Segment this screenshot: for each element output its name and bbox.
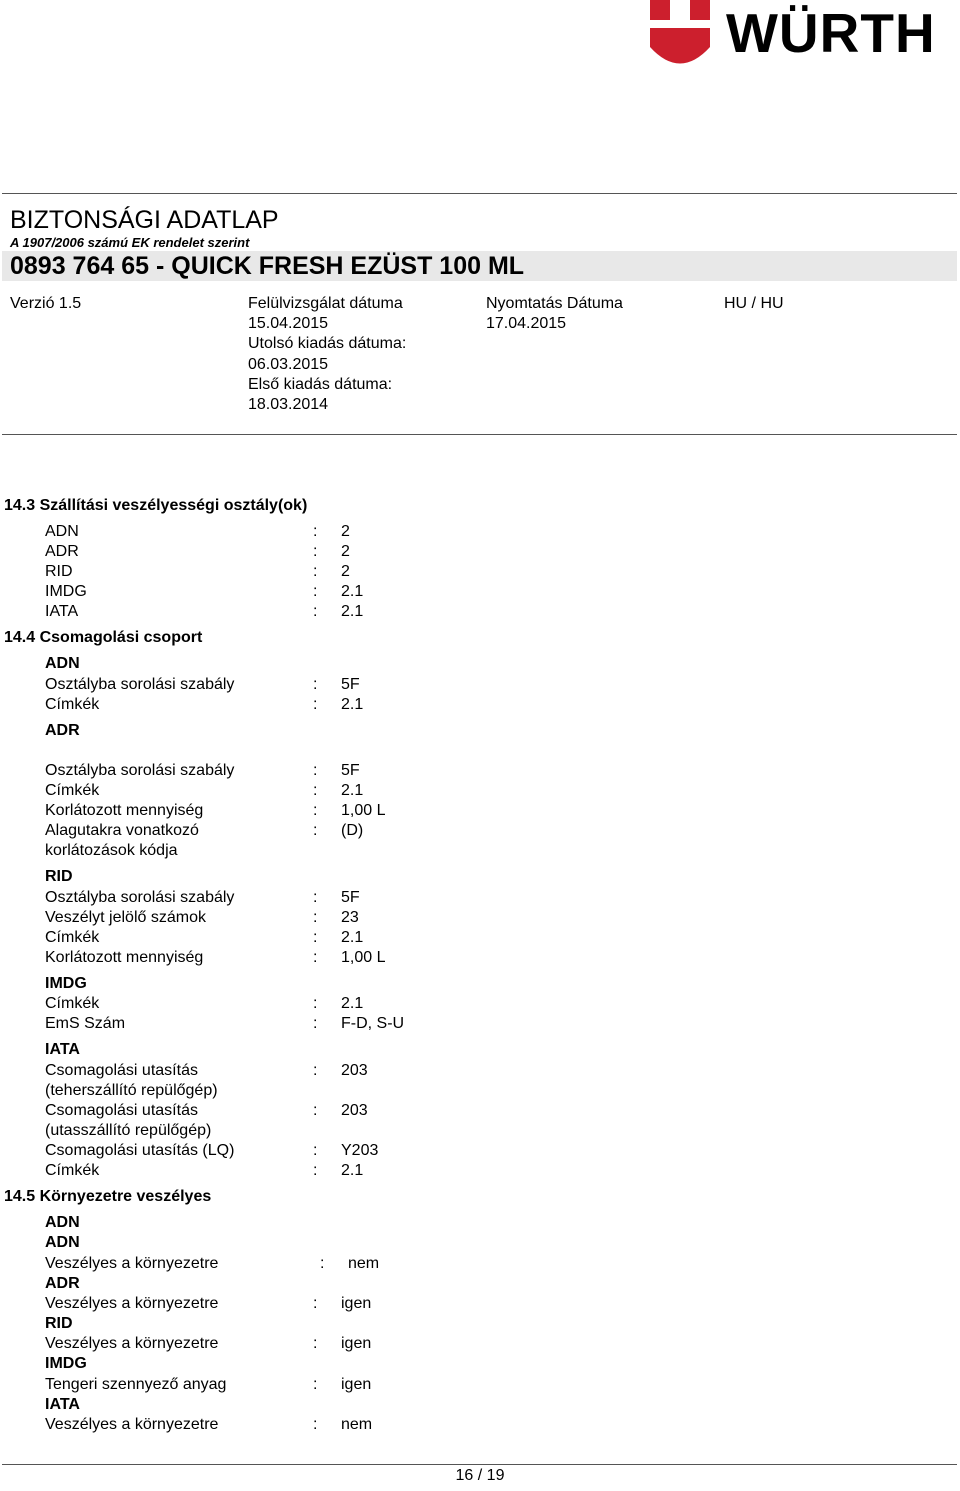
subheading-iata: IATA — [45, 1041, 80, 1058]
subheading-adn: ADN — [45, 1234, 80, 1251]
subheading-iata: IATA — [45, 1396, 80, 1413]
doc-title: BIZTONSÁGI ADATLAP — [10, 206, 279, 234]
version: Verzió 1.5 — [10, 295, 82, 312]
first-issue-label: Első kiadás dátuma: — [248, 375, 393, 393]
subheading-imdg: IMDG — [45, 975, 87, 992]
brand-name: WÜRTH — [726, 2, 936, 64]
subheading-rid: RID — [45, 868, 73, 885]
subheading-adr: ADR — [45, 1275, 80, 1292]
header-divider-top — [2, 193, 957, 194]
language: HU / HU — [724, 295, 784, 312]
header-divider-bottom — [2, 434, 957, 435]
subheading-adn-outer: ADN — [45, 1214, 80, 1231]
section-14-5-title: 14.5 Környezetre veszélyes — [4, 1188, 212, 1205]
subheading-adn: ADN — [45, 655, 80, 672]
product-name: 0893 764 65 - QUICK FRESH EZÜST 100 ML — [10, 252, 525, 280]
review-date: 15.04.2015 — [248, 315, 329, 333]
section-14-3-title: 14.3 Szállítási veszélyességi osztály(ok) — [4, 497, 308, 514]
last-issue-label: Utolsó kiadás dátuma: — [248, 335, 407, 353]
page-number: 16 / 19 — [455, 1467, 505, 1484]
footer-divider — [2, 1464, 957, 1465]
print-block — [486, 294, 623, 334]
doc-subtitle: A 1907/2006 számú EK rendelet szerint — [10, 235, 250, 250]
review-block — [248, 294, 406, 415]
last-issue-date: 06.03.2015 — [248, 355, 329, 373]
first-issue-date: 18.03.2014 — [248, 396, 329, 414]
print-date: 17.04.2015 — [486, 315, 567, 333]
section-14-4-title: 14.4 Csomagolási csoport — [4, 629, 203, 646]
subheading-adr: ADR — [45, 722, 80, 739]
subheading-rid: RID — [45, 1315, 73, 1332]
subheading-imdg: IMDG — [45, 1355, 87, 1372]
print-label: Nyomtatás Dátuma — [486, 295, 623, 312]
review-label: Felülvizsgálat dátuma — [248, 295, 403, 312]
